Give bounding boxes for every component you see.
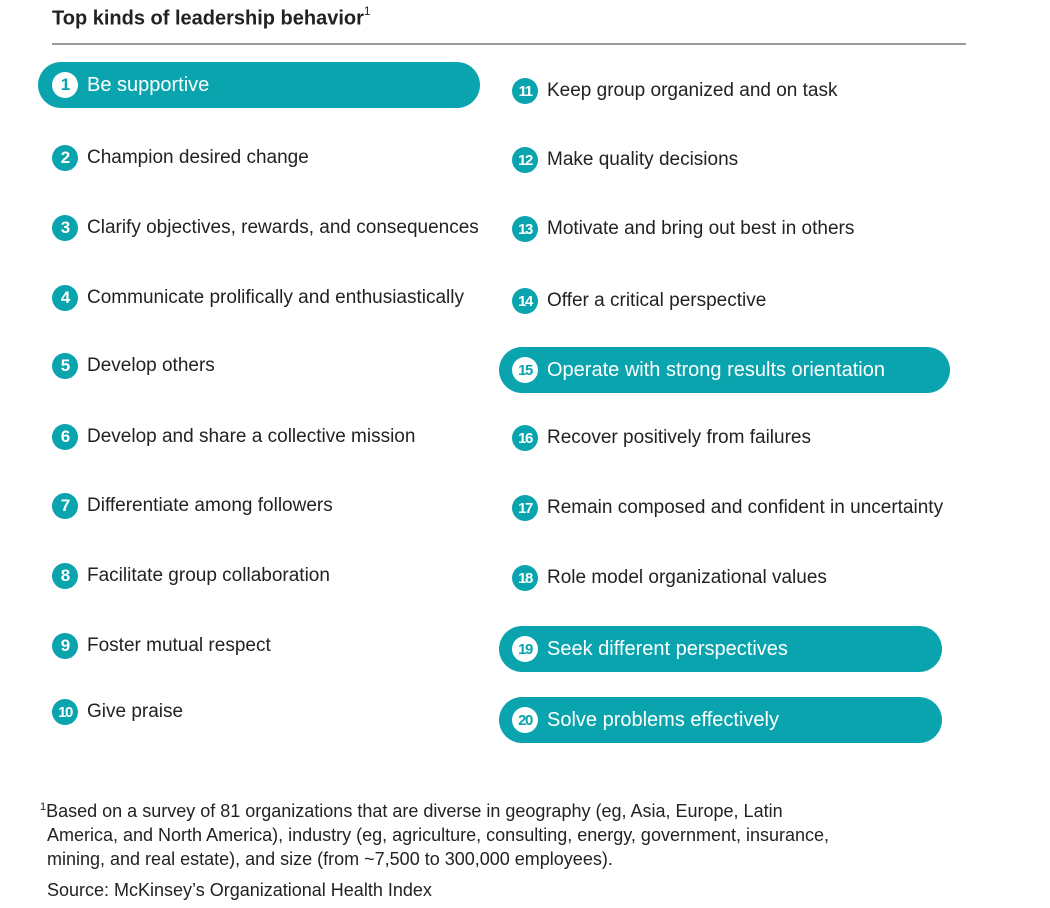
behavior-item-3 [52, 213, 479, 243]
behavior-label: Offer a critical perspective [547, 290, 767, 311]
number-badge: 14 [512, 288, 538, 314]
footnote-line-3: mining, and real estate), and size (from ~7,500 to 300,000 employees). [47, 849, 613, 869]
behavior-label: Clarify objectives, rewards, and consequences [87, 217, 479, 238]
behavior-item-17 [512, 493, 943, 523]
behavior-item-2 [52, 143, 309, 173]
behavior-label: Facilitate group collaboration [87, 565, 330, 586]
behavior-item-11 [512, 76, 838, 106]
footnote [40, 795, 980, 871]
number-badge: 1 [52, 72, 78, 98]
number-badge: 2 [52, 145, 78, 171]
behavior-item-5 [52, 351, 215, 381]
behavior-item-8 [52, 561, 330, 591]
number-badge: 3 [52, 215, 78, 241]
number-badge: 15 [512, 357, 538, 383]
number-badge: 9 [52, 633, 78, 659]
behavior-item-18 [512, 563, 827, 593]
behavior-label: Give praise [87, 701, 184, 722]
number-badge: 13 [512, 216, 538, 242]
behavior-label: Foster mutual respect [87, 635, 271, 656]
behavior-label: Operate with strong results orientation [547, 358, 885, 381]
number-badge: 6 [52, 424, 78, 450]
number-badge: 8 [52, 563, 78, 589]
number-badge: 5 [52, 353, 78, 379]
number-badge: 7 [52, 493, 78, 519]
behavior-label: Communicate prolifically and enthusiastically [87, 287, 465, 308]
behavior-label: Recover positively from failures [547, 427, 811, 448]
footnote-text-1: Based on a survey of 81 organizations that are diverse in geography (eg, Asia, Europe, Latin [46, 801, 783, 821]
number-badge: 20 [512, 707, 538, 733]
behavior-label: Champion desired change [87, 147, 309, 168]
number-badge: 17 [512, 495, 538, 521]
behavior-item-10 [52, 697, 183, 727]
behavior-label: Keep group organized and on task [547, 80, 838, 101]
title-footnote-marker: 1 [363, 4, 371, 18]
behavior-label: Develop others [87, 355, 215, 376]
behavior-item-14 [512, 286, 766, 316]
footnote-line-2: America, and North America), industry (eg, agriculture, consulting, energy, government, insurance, [47, 825, 830, 845]
behavior-item-20 [499, 697, 942, 743]
number-badge: 19 [512, 636, 538, 662]
behavior-label: Role model organizational values [547, 567, 827, 588]
behavior-item-19 [499, 626, 942, 672]
behavior-label: Make quality decisions [547, 149, 739, 170]
number-badge: 4 [52, 285, 78, 311]
behavior-item-9 [52, 631, 271, 661]
behavior-item-6 [52, 422, 415, 452]
title-divider [52, 43, 966, 45]
footnote-marker: 1 [40, 801, 47, 813]
number-badge: 18 [512, 565, 538, 591]
source-line: Source: McKinsey’s Organizational Health Index [47, 880, 432, 900]
behavior-label: Seek different perspectives [547, 637, 788, 660]
number-badge: 16 [512, 425, 538, 451]
behavior-label: Motivate and bring out best in others [547, 218, 855, 239]
chart-title [52, 6, 371, 31]
behavior-item-1 [38, 62, 480, 108]
number-badge: 10 [52, 699, 78, 725]
behavior-item-15 [499, 347, 950, 393]
number-badge: 12 [512, 147, 538, 173]
behavior-label: Be supportive [87, 73, 210, 96]
title-text: Top kinds of leadership behavior [52, 7, 364, 30]
behavior-item-4 [52, 283, 464, 313]
behavior-item-7 [52, 491, 333, 521]
behavior-label: Develop and share a collective mission [87, 426, 416, 447]
behavior-label: Differentiate among followers [87, 495, 333, 516]
behavior-item-13 [512, 214, 854, 244]
behavior-label: Remain composed and confident in uncertainty [547, 497, 944, 518]
behavior-item-12 [512, 145, 738, 175]
footnote-line-1 [40, 795, 980, 823]
behavior-item-16 [512, 423, 811, 453]
behavior-label: Solve problems effectively [547, 708, 779, 731]
number-badge: 11 [512, 78, 538, 104]
